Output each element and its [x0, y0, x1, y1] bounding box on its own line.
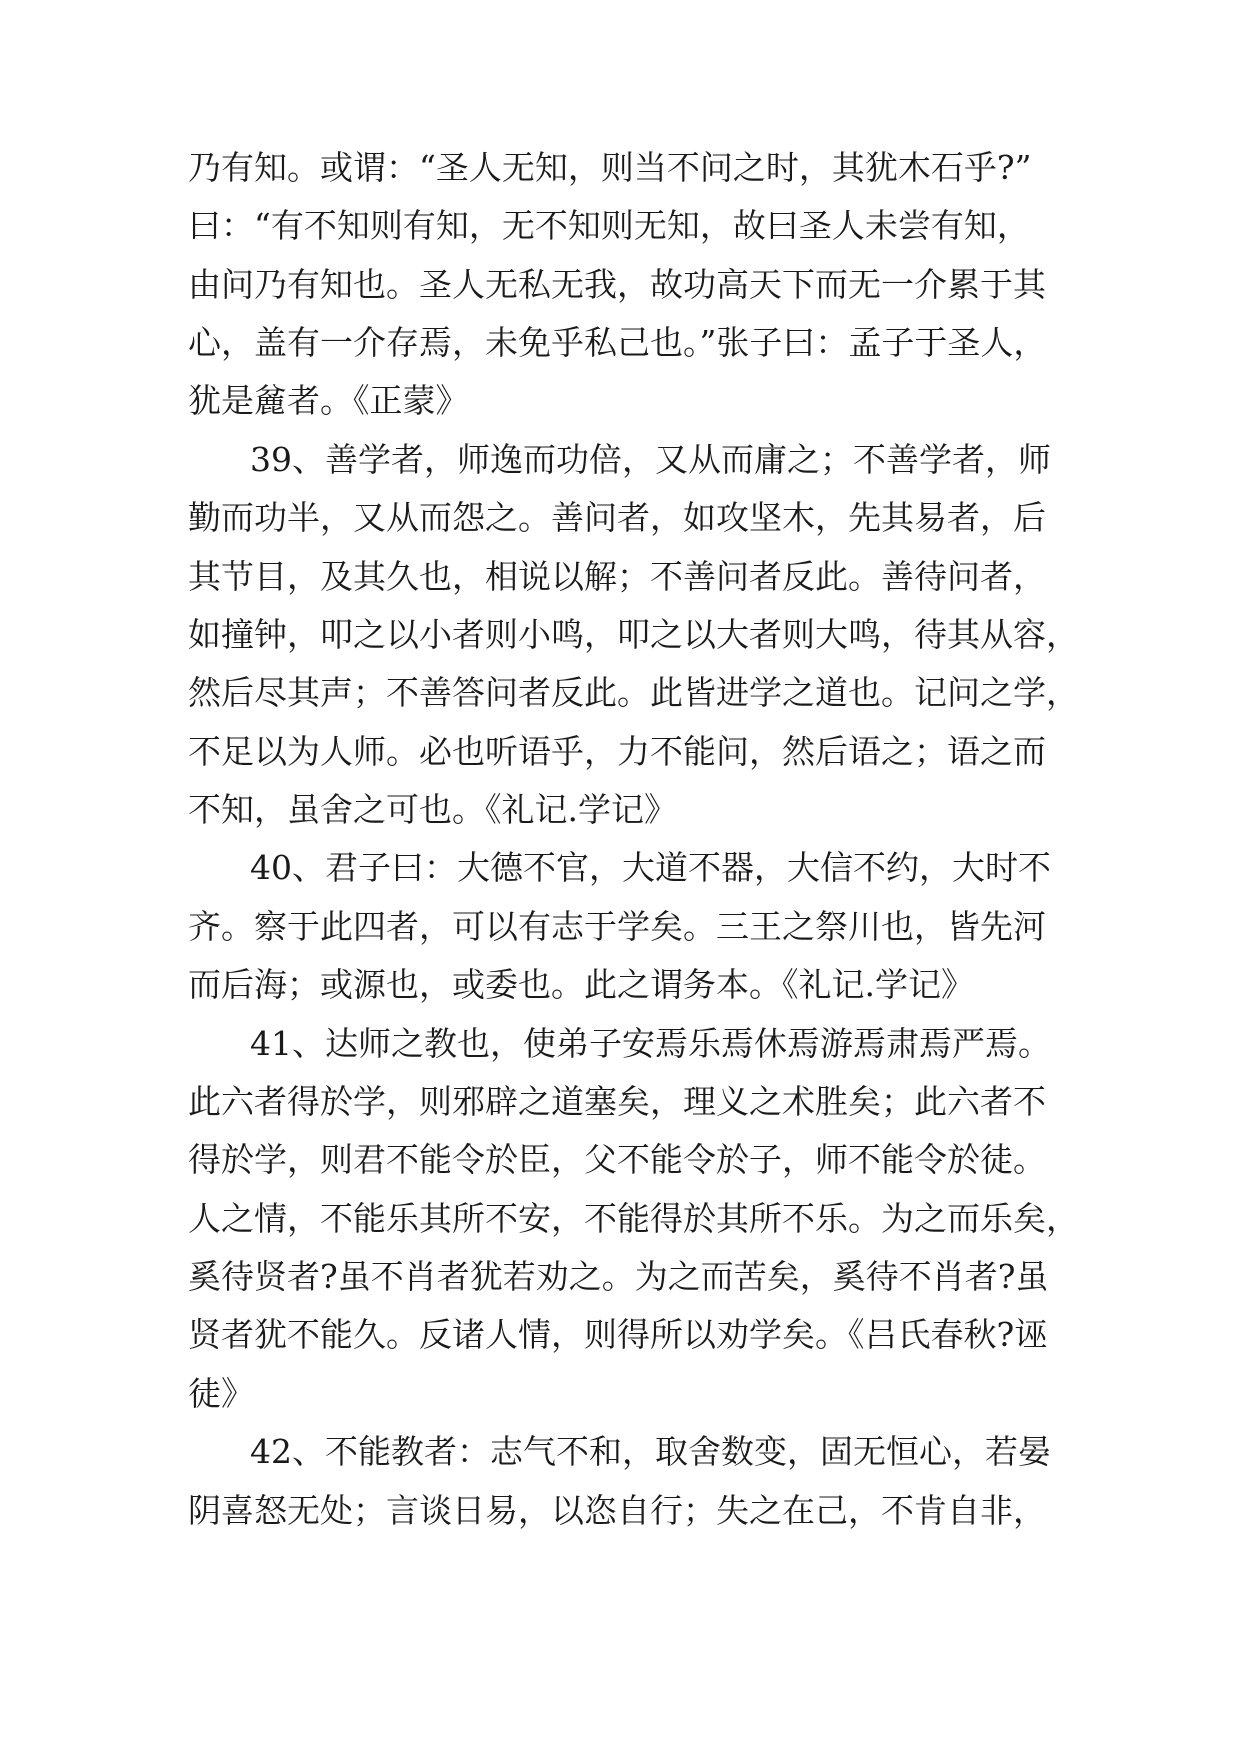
- text-line: [188, 898, 1088, 956]
- text-line: [188, 489, 1088, 547]
- text-line: [188, 372, 1088, 430]
- text-line: [188, 1131, 1088, 1189]
- line-text: 其节目，及其久也，相说以解；不善问者反此。善待问者，: [188, 557, 1046, 596]
- text-line: [188, 314, 1088, 372]
- line-text: 42、不能教者：志气不和，取舍数变，固无恒心，若晏: [250, 1432, 1051, 1471]
- line-text: 40、君子曰：大德不官，大道不器，大信不约，大时不: [250, 848, 1051, 887]
- paragraph-40-first-line: [250, 839, 1150, 897]
- line-text: 犹是麄者。《正蒙》: [188, 381, 469, 420]
- text-line: [188, 1482, 1088, 1540]
- line-text: 由问乃有知也。圣人无私无我，故功高天下而无一介累于其: [188, 265, 1046, 304]
- line-text: 阴喜怒无处；言谈日易，以恣自行；失之在己，不肯自非，: [188, 1491, 1046, 1530]
- text-line: [188, 606, 1088, 664]
- line-text: 41、达师之教也，使弟子安焉乐焉休焉游焉肃焉严焉。: [250, 1024, 1051, 1063]
- line-text: 不知，虽舍之可也。《礼记.学记》: [188, 790, 677, 829]
- line-text: 如撞钟，叩之以小者则小鸣，叩之以大者则大鸣，待其从容，: [188, 615, 1079, 654]
- line-text: 此六者得於学，则邪辟之道塞矣，理义之术胜矣；此六者不: [188, 1082, 1046, 1121]
- text-line: [188, 139, 1088, 197]
- paragraph-41-first-line: [250, 1015, 1150, 1073]
- line-text: 而后海；或源也，或委也。此之谓务本。《礼记.学记》: [188, 965, 974, 1004]
- text-line: [188, 1248, 1088, 1306]
- text-line: [188, 1306, 1088, 1364]
- line-text: 不足以为人师。必也听语乎，力不能问，然后语之；语之而: [188, 732, 1046, 771]
- line-text: 徒》: [188, 1374, 254, 1413]
- line-text: 勤而功半，又从而怨之。善问者，如攻坚木，先其易者，后: [188, 498, 1046, 537]
- text-line: [188, 723, 1088, 781]
- text-line: [188, 1073, 1088, 1131]
- text-line: [188, 1365, 1088, 1423]
- text-line: [188, 197, 1088, 255]
- line-text: 39、善学者，师逸而功倍，又从而庸之；不善学者，师: [250, 440, 1051, 479]
- text-line: [188, 548, 1088, 606]
- line-text: 乃有知。或谓：“圣人无知，则当不问之时，其犹木石乎?”: [188, 148, 1032, 187]
- text-line: [188, 1190, 1088, 1248]
- line-text: 然后尽其声；不善答问者反此。此皆进学之道也。记问之学，: [188, 673, 1079, 712]
- line-text: 齐。察于此四者，可以有志于学矣。三王之祭川也，皆先河: [188, 907, 1046, 946]
- line-text: 奚待贤者?虽不肖者犹若劝之。为之而苦矣，奚待不肖者?虽: [188, 1257, 1049, 1296]
- line-text: 贤者犹不能久。反诸人情，则得所以劝学矣。《吕氏春秋?诬: [188, 1315, 1048, 1354]
- line-text: 人之情，不能乐其所不安，不能得於其所不乐。为之而乐矣，: [188, 1199, 1079, 1238]
- line-text: 得於学，则君不能令於臣，父不能令於子，师不能令於徒。: [188, 1140, 1046, 1179]
- paragraph-42-first-line: [250, 1423, 1150, 1481]
- line-text: 曰：“有不知则有知，无不知则无知，故曰圣人未尝有知，: [188, 206, 1030, 245]
- text-line: [188, 956, 1088, 1014]
- paragraph-39-first-line: [250, 431, 1150, 489]
- text-line: [188, 256, 1088, 314]
- line-text: 心，盖有一介存焉，未免乎私己也。”张子曰：孟子于圣人，: [188, 323, 1047, 362]
- text-line: [188, 781, 1088, 839]
- text-line: [188, 664, 1088, 722]
